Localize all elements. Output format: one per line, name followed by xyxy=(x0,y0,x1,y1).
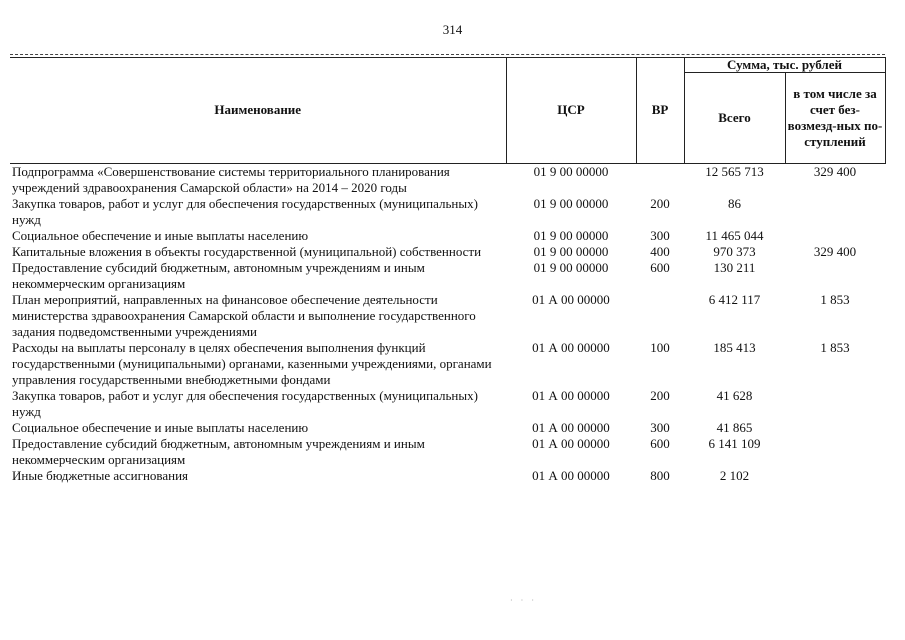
row-name: Социальное обеспечение и иные выплаты населению xyxy=(12,228,309,243)
table-row xyxy=(10,244,885,260)
table-row xyxy=(10,228,885,244)
row-name: Закупка товаров, работ и услуг для обеспечения государственных (муниципальных) нужд xyxy=(12,388,478,419)
row-name: Подпрограмма «Совершенствование системы территориального планирования учреждений здравоохранения Самарской области» на 2014 – 2020 годы xyxy=(12,164,450,195)
row-vr: 600 xyxy=(650,436,670,451)
row-vr xyxy=(636,292,684,340)
row-extra xyxy=(785,468,885,484)
row-csr: 01 А 00 00000 xyxy=(532,420,610,435)
row-csr: 01 А 00 00000 xyxy=(532,292,610,307)
table-row xyxy=(10,340,885,388)
row-extra: 1 853 xyxy=(820,340,850,355)
table-row xyxy=(10,436,885,468)
header-total: Всего xyxy=(684,73,785,164)
row-csr: 01 А 00 00000 xyxy=(532,388,610,403)
table-row xyxy=(10,292,885,340)
row-csr: 01 9 00 00000 xyxy=(533,244,609,259)
row-vr: 100 xyxy=(650,340,670,355)
row-name: Закупка товаров, работ и услуг для обеспечения государственных (муниципальных) нужд xyxy=(12,196,478,227)
budget-table xyxy=(10,57,886,484)
row-total: 2 102 xyxy=(719,468,750,483)
row-extra: 329 400 xyxy=(813,244,857,259)
row-extra: 329 400 xyxy=(813,164,857,179)
row-total: 12 565 713 xyxy=(705,164,764,179)
header-vr: ВР xyxy=(636,57,684,164)
row-extra xyxy=(785,260,885,292)
row-name: Предоставление субсидий бюджетным, автономным учреждениям и иным некоммерческим организациям xyxy=(12,436,425,467)
scan-artifact: · · · xyxy=(510,596,537,605)
row-total: 41 865 xyxy=(716,420,753,435)
row-extra xyxy=(785,228,885,244)
row-name: Капитальные вложения в объекты государственной (муниципальной) собственности xyxy=(12,244,482,259)
row-csr: 01 9 00 00000 xyxy=(533,164,609,179)
row-total: 11 465 044 xyxy=(705,228,764,243)
table-row xyxy=(10,388,885,420)
table-row xyxy=(10,164,885,197)
row-total: 970 373 xyxy=(713,244,756,259)
row-vr: 200 xyxy=(650,196,670,211)
table-row xyxy=(10,468,885,484)
row-extra xyxy=(785,388,885,420)
row-csr: 01 9 00 00000 xyxy=(533,196,609,211)
page-number: 314 xyxy=(442,22,463,37)
row-extra xyxy=(785,196,885,228)
header-top-rule xyxy=(10,54,885,55)
row-vr: 300 xyxy=(650,420,670,435)
row-csr: 01 9 00 00000 xyxy=(533,260,609,275)
row-csr: 01 А 00 00000 xyxy=(532,468,610,483)
header-name: Наименование xyxy=(10,57,506,164)
row-total: 185 413 xyxy=(713,340,756,355)
row-vr: 300 xyxy=(650,228,670,243)
row-total: 130 211 xyxy=(713,260,756,275)
row-csr: 01 9 00 00000 xyxy=(533,228,609,243)
row-vr: 800 xyxy=(650,468,670,483)
row-total: 86 xyxy=(728,196,741,211)
row-csr: 01 А 00 00000 xyxy=(532,340,610,355)
row-csr: 01 А 00 00000 xyxy=(532,436,610,451)
header-sum: Сумма, тыс. рублей xyxy=(684,57,885,73)
row-name: Социальное обеспечение и иные выплаты населению xyxy=(12,420,309,435)
header-extra: в том числе за счет без-возмезд-ных по-ступлений xyxy=(785,73,885,164)
row-name: Предоставление субсидий бюджетным, автономным учреждениям и иным некоммерческим организациям xyxy=(12,260,425,291)
row-name: Иные бюджетные ассигнования xyxy=(12,468,189,483)
header-csr: ЦСР xyxy=(506,57,636,164)
row-vr: 600 xyxy=(650,260,670,275)
row-total: 6 412 117 xyxy=(708,292,761,307)
table-row xyxy=(10,420,885,436)
row-extra xyxy=(785,420,885,436)
row-extra: 1 853 xyxy=(820,292,850,307)
row-vr: 200 xyxy=(650,388,670,403)
table-row xyxy=(10,196,885,228)
row-name: Расходы на выплаты персоналу в целях обеспечения выполнения функций государственными (муниципальными) органами, казенными учреждениями, органами управления государственными внебюджетными фондами xyxy=(12,340,492,387)
row-vr xyxy=(636,164,684,197)
row-name: План мероприятий, направленных на финансовое обеспечение деятельности министерства здравоохранения Самарской области и выполнение государственного задания подведомственными учреждениями xyxy=(12,292,476,339)
table-row xyxy=(10,260,885,292)
row-vr: 400 xyxy=(650,244,670,259)
row-extra xyxy=(785,436,885,468)
row-total: 41 628 xyxy=(716,388,753,403)
row-total: 6 141 109 xyxy=(708,436,761,451)
